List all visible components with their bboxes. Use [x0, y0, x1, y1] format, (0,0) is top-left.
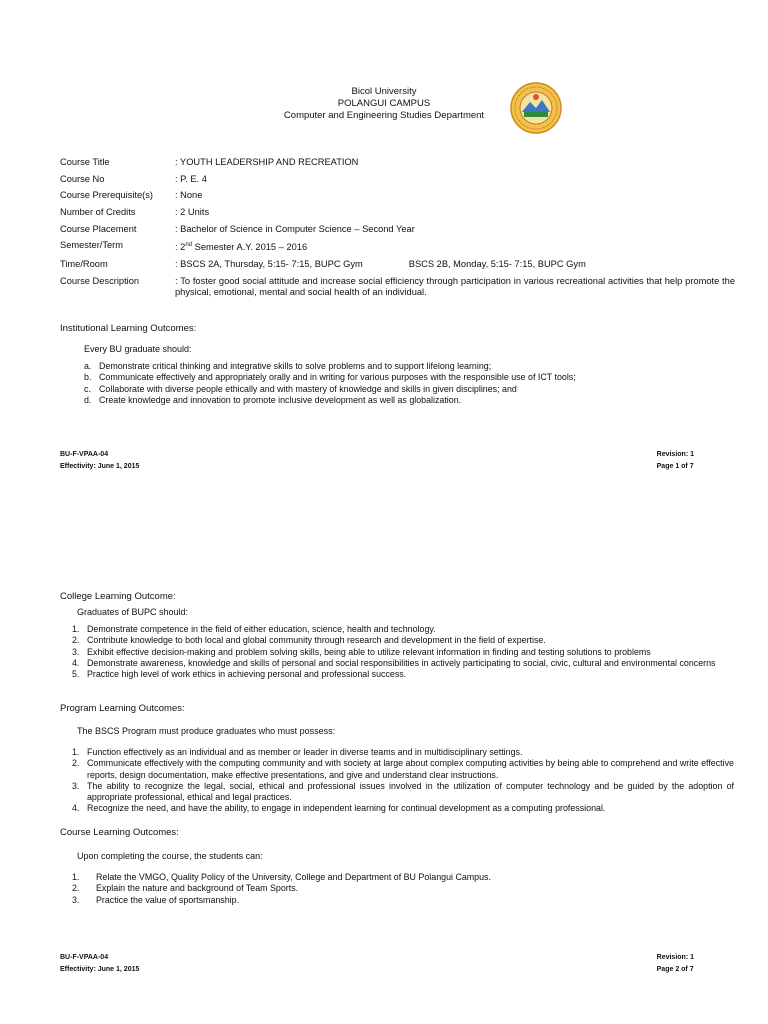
- credits-label: Number of Credits: [60, 207, 136, 218]
- page-1: [0, 0, 768, 510]
- placement-value: : Bachelor of Science in Computer Science – Second Year: [175, 223, 415, 234]
- course-outcomes-lead: Upon completing the course, the students can:: [77, 851, 263, 861]
- department-name: Computer and Engineering Studies Department: [283, 110, 485, 121]
- semester-value-text: Semester A.Y. 2015 – 2016: [192, 242, 308, 253]
- course-info-row: [60, 276, 735, 298]
- list-marker: 2.: [72, 635, 80, 646]
- list-marker: c.: [84, 383, 91, 394]
- list-marker: 2.: [72, 758, 80, 769]
- schedule-2b: BSCS 2B, Monday, 5:15- 7:15, BUPC Gym: [408, 259, 586, 270]
- semester-label: Semester/Term: [60, 240, 124, 251]
- college-heading: College Learning Outcome:: [60, 591, 176, 602]
- time-room-label: Time/Room: [60, 259, 108, 270]
- campus-name: POLANGUI CAMPUS: [337, 98, 431, 109]
- program-outcomes-list: [72, 747, 734, 815]
- page-number: Page 2 of 7: [656, 966, 694, 973]
- course-outcomes-list: [72, 872, 734, 906]
- list-item: [84, 372, 734, 383]
- revision-number: Revision: 1: [656, 451, 694, 458]
- list-marker: 3.: [72, 894, 80, 905]
- program-lead: The BSCS Program must produce graduates who must possess:: [77, 726, 336, 736]
- footer-right: [657, 449, 694, 473]
- page-footer: [60, 952, 694, 976]
- list-marker: 5.: [72, 669, 80, 680]
- form-code: BU-F-VPAA-04: [60, 451, 109, 458]
- course-no-value: : P. E. 4: [175, 173, 207, 184]
- list-item: [72, 635, 734, 646]
- effectivity-date: Effectivity: June 1, 2015: [60, 463, 140, 470]
- list-item-text: Relate the VMGO, Quality Policy of the University, College and Department of BU Polangui Campus.: [96, 872, 491, 882]
- university-seal-logo: [510, 82, 562, 134]
- course-title-label: Course Title: [60, 157, 110, 167]
- list-marker: a.: [84, 361, 92, 371]
- list-item: [72, 803, 734, 814]
- list-marker: 1.: [72, 872, 80, 882]
- prerequisite-value: : None: [175, 190, 203, 201]
- revision-number: Revision: 1: [656, 954, 694, 961]
- list-marker: d.: [84, 394, 92, 405]
- course-info-row: [60, 259, 735, 270]
- list-marker: 4.: [72, 803, 80, 814]
- credits-value: : 2 Units: [175, 207, 210, 218]
- course-info-row: [60, 224, 735, 235]
- page-number: Page 1 of 7: [656, 463, 694, 470]
- semester-value: [175, 240, 735, 253]
- course-info-row: [60, 174, 735, 185]
- list-item-text: Explain the nature and background of Team Sports.: [96, 883, 299, 894]
- list-item: [84, 384, 734, 395]
- list-item-text: Collaborate with diverse people ethically and with mastery of knowledge and skills in given disciplines; and: [99, 383, 517, 394]
- list-item-text: The ability to recognize the legal, social, ethical and professional issues involved in the utilization of computer technology and be guided by the adoption of appropriate professional, ethical and legal practices.: [87, 780, 734, 803]
- list-marker: b.: [84, 372, 92, 383]
- course-info-row: [60, 157, 735, 168]
- institutional-outcomes-list: [84, 361, 734, 406]
- list-item-text: Recognize the need, and have the ability, to engage in independent learning for continual development as a computing professional.: [87, 803, 606, 814]
- list-item-text: Demonstrate competence in the field of either education, science, health and technology.: [87, 624, 436, 634]
- prerequisite-label: Course Prerequisite(s): [60, 190, 154, 201]
- list-item: [72, 895, 734, 906]
- institutional-lead: Every BU graduate should:: [84, 344, 192, 354]
- course-info-row: [60, 240, 735, 253]
- list-item: [84, 361, 734, 372]
- footer-right: [657, 952, 694, 976]
- effectivity-date: Effectivity: June 1, 2015: [60, 966, 140, 973]
- list-marker: 2.: [72, 883, 80, 894]
- list-item-text: Function effectively as an individual and as member or leader in diverse teams and in multidisciplinary settings.: [87, 747, 523, 757]
- program-heading: Program Learning Outcomes:: [60, 703, 185, 714]
- institutional-heading: Institutional Learning Outcomes:: [60, 323, 197, 334]
- college-outcomes-list: [72, 624, 734, 680]
- list-item-text: Communicate effectively with the computing community and with society at large about complex computing activities by being able to comprehend and write effective reports, design documentation, make effective presentations, and give and understand clear instructions.: [87, 758, 734, 780]
- course-info-row: [60, 190, 735, 201]
- list-item: [72, 872, 734, 883]
- list-item: [72, 883, 734, 894]
- description-value: : To foster good social attitude and increase social efficiency through participation in various recreational activities that help promote the physical, emotional, mental and social health of an individual.: [175, 275, 735, 297]
- list-item: [72, 624, 734, 635]
- course-title-value: : YOUTH LEADERSHIP AND RECREATION: [175, 157, 359, 167]
- list-item: [72, 647, 734, 658]
- list-item-text: Create knowledge and innovation to promote inclusive development as well as globalization.: [99, 394, 462, 405]
- page-footer: [60, 449, 694, 473]
- list-item: [72, 669, 734, 680]
- list-marker: 3.: [72, 780, 80, 791]
- list-item: [72, 758, 734, 781]
- list-item-text: Practice the value of sportsmanship.: [96, 894, 240, 905]
- list-item-text: Practice high level of work ethics in achieving personal and professional success.: [87, 669, 407, 680]
- document-header: [0, 86, 768, 122]
- semester-value-suffix: nd: [185, 242, 193, 249]
- placement-label: Course Placement: [60, 223, 137, 234]
- list-item: [72, 658, 734, 669]
- list-marker: 3.: [72, 646, 80, 657]
- course-no-label: Course No: [60, 173, 105, 184]
- university-name: Bicol University: [351, 86, 417, 97]
- list-marker: 4.: [72, 657, 80, 668]
- list-item-text: Exhibit effective decision-making and problem solving skills, being able to utilize relevant information in finding and testing solutions to problems: [87, 646, 651, 657]
- course-outcomes-heading: Course Learning Outcomes:: [60, 827, 179, 838]
- page-2: [0, 510, 768, 1024]
- list-marker: 1.: [72, 624, 80, 634]
- list-marker: 1.: [72, 747, 80, 757]
- list-item-text: Contribute knowledge to both local and global community through research and development in the field of expertise.: [87, 635, 546, 646]
- list-item-text: Communicate effectively and appropriately orally and in writing for various purposes with the responsible use of ICT tools;: [99, 372, 576, 383]
- list-item: [72, 781, 734, 804]
- list-item: [84, 395, 734, 406]
- course-info-table: [60, 157, 735, 304]
- course-info-row: [60, 207, 735, 218]
- college-lead: Graduates of BUPC should:: [77, 607, 189, 617]
- form-code: BU-F-VPAA-04: [60, 954, 109, 961]
- semester-value-number: : 2: [175, 242, 186, 253]
- list-item-text: Demonstrate critical thinking and integrative skills to solve problems and to support lifelong learning;: [99, 361, 492, 371]
- schedule-2a: : BSCS 2A, Thursday, 5:15- 7:15, BUPC Gym: [175, 259, 363, 270]
- list-item: [72, 747, 734, 758]
- description-label: Course Description: [60, 275, 140, 286]
- list-item-text: Demonstrate awareness, knowledge and skills of personal and social responsibilities in actively participating to social, civic, cultural and environmental concerns: [87, 657, 716, 668]
- time-room-value: [175, 259, 735, 270]
